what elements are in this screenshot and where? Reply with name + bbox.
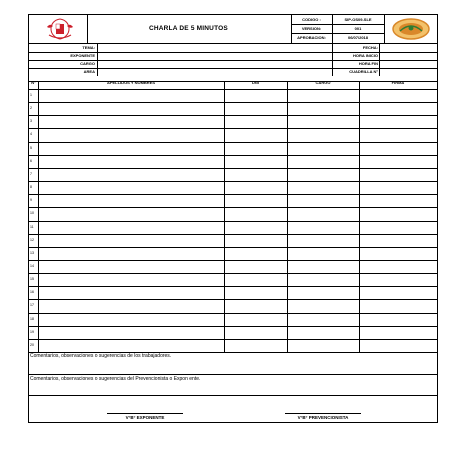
row-number: 8 (30, 185, 32, 190)
fecha-label: FECHA: (362, 45, 378, 50)
table-row[interactable] (29, 273, 437, 286)
form-sheet (28, 14, 438, 423)
cuadrilla-field[interactable] (380, 69, 436, 76)
exponent-signature-label: V°B° EXPONENTE (125, 415, 165, 420)
table-row[interactable] (29, 115, 437, 128)
preventionist-comments-field[interactable] (29, 382, 437, 394)
row-number: 16 (30, 290, 34, 295)
header-apellidos-nombres: APELLIDOS Y NOMBRES (106, 80, 156, 85)
cargo-field[interactable] (98, 61, 331, 68)
table-row[interactable] (29, 89, 437, 102)
tema-field[interactable] (98, 44, 331, 52)
row-number: 14 (30, 263, 34, 268)
version-value: 001 (354, 26, 362, 31)
workers-comments-label: Comentarios, observaciones o sugerencias de los trabajadores. (30, 353, 172, 359)
header-cargo: CARGO (315, 80, 331, 85)
row-number: 11 (30, 224, 34, 229)
table-row[interactable] (29, 234, 437, 247)
table-row[interactable] (29, 260, 437, 273)
codigo-value: SIP-OS09-SLE (344, 17, 372, 22)
aprobacion-label: APROBACION: (297, 35, 326, 40)
preventionist-signature-label: V°B° PREVENCIONISTA (297, 415, 349, 420)
row-number: 13 (30, 250, 34, 255)
row-number: 9 (30, 198, 32, 203)
row-number: 17 (30, 303, 34, 308)
row-number: 12 (30, 237, 34, 242)
table-row[interactable] (29, 247, 437, 260)
header-numero: N° (31, 80, 36, 85)
hora-fin-label: HORA FIN (358, 61, 378, 66)
row-number: 15 (30, 277, 34, 282)
form-title: CHARLA DE 5 MINUTOS (149, 25, 228, 32)
row-number: 6 (30, 158, 32, 163)
table-row[interactable] (29, 155, 437, 168)
company-logo (391, 17, 431, 41)
area-field[interactable] (98, 69, 331, 76)
row-number: 20 (30, 342, 34, 347)
row-number: 2 (30, 106, 32, 111)
cuadrilla-label: CUADRILLA N° (349, 69, 378, 74)
hora-inicio-field[interactable] (380, 53, 436, 60)
table-row[interactable] (29, 299, 437, 312)
table-row[interactable] (29, 313, 437, 326)
peru-coat-of-arms-logo (43, 17, 77, 41)
table-row[interactable] (29, 168, 437, 181)
table-row[interactable] (29, 221, 437, 234)
table-row[interactable] (29, 128, 437, 141)
table-row[interactable] (29, 326, 437, 339)
hora-fin-field[interactable] (380, 61, 436, 68)
table-row[interactable] (29, 102, 437, 115)
exponente-label: EXPONENTE (70, 53, 95, 58)
table-row[interactable] (29, 207, 437, 220)
attendance-table (29, 81, 437, 352)
table-row[interactable] (29, 194, 437, 207)
row-number: 1 (30, 93, 32, 97)
row-number: 18 (30, 316, 34, 321)
exponent-signature-line[interactable] (107, 413, 183, 414)
preventionist-signature-line[interactable] (285, 413, 361, 414)
header-dni: DNI (252, 80, 259, 85)
row-number: 19 (30, 329, 34, 334)
hora-inicio-label: HORA INICIO (353, 53, 378, 58)
table-row[interactable] (29, 142, 437, 155)
version-label: VERSION: (301, 26, 322, 31)
tema-label: TEMA: (82, 45, 95, 50)
exponente-field[interactable] (98, 53, 331, 60)
row-number: 5 (30, 145, 32, 150)
area-label: AREA (83, 69, 95, 74)
aprobacion-value: 06/07/2018 (347, 35, 369, 40)
codigo-label: CODIGO : (302, 17, 321, 22)
row-number: 10 (30, 211, 34, 216)
table-row[interactable] (29, 181, 437, 194)
table-row[interactable] (29, 286, 437, 299)
row-number: 4 (30, 132, 32, 137)
row-number: 3 (30, 119, 32, 124)
workers-comments-field[interactable] (29, 359, 437, 373)
table-row[interactable] (29, 339, 437, 352)
fecha-field[interactable] (380, 44, 436, 52)
preventionist-comments-label: Comentarios, observaciones o sugerencias del Prevencionista o Expon ente. (30, 376, 201, 382)
row-number: 7 (30, 171, 32, 176)
cargo-label: CARGO (80, 61, 95, 66)
header-firma: FIRMA (391, 80, 405, 85)
